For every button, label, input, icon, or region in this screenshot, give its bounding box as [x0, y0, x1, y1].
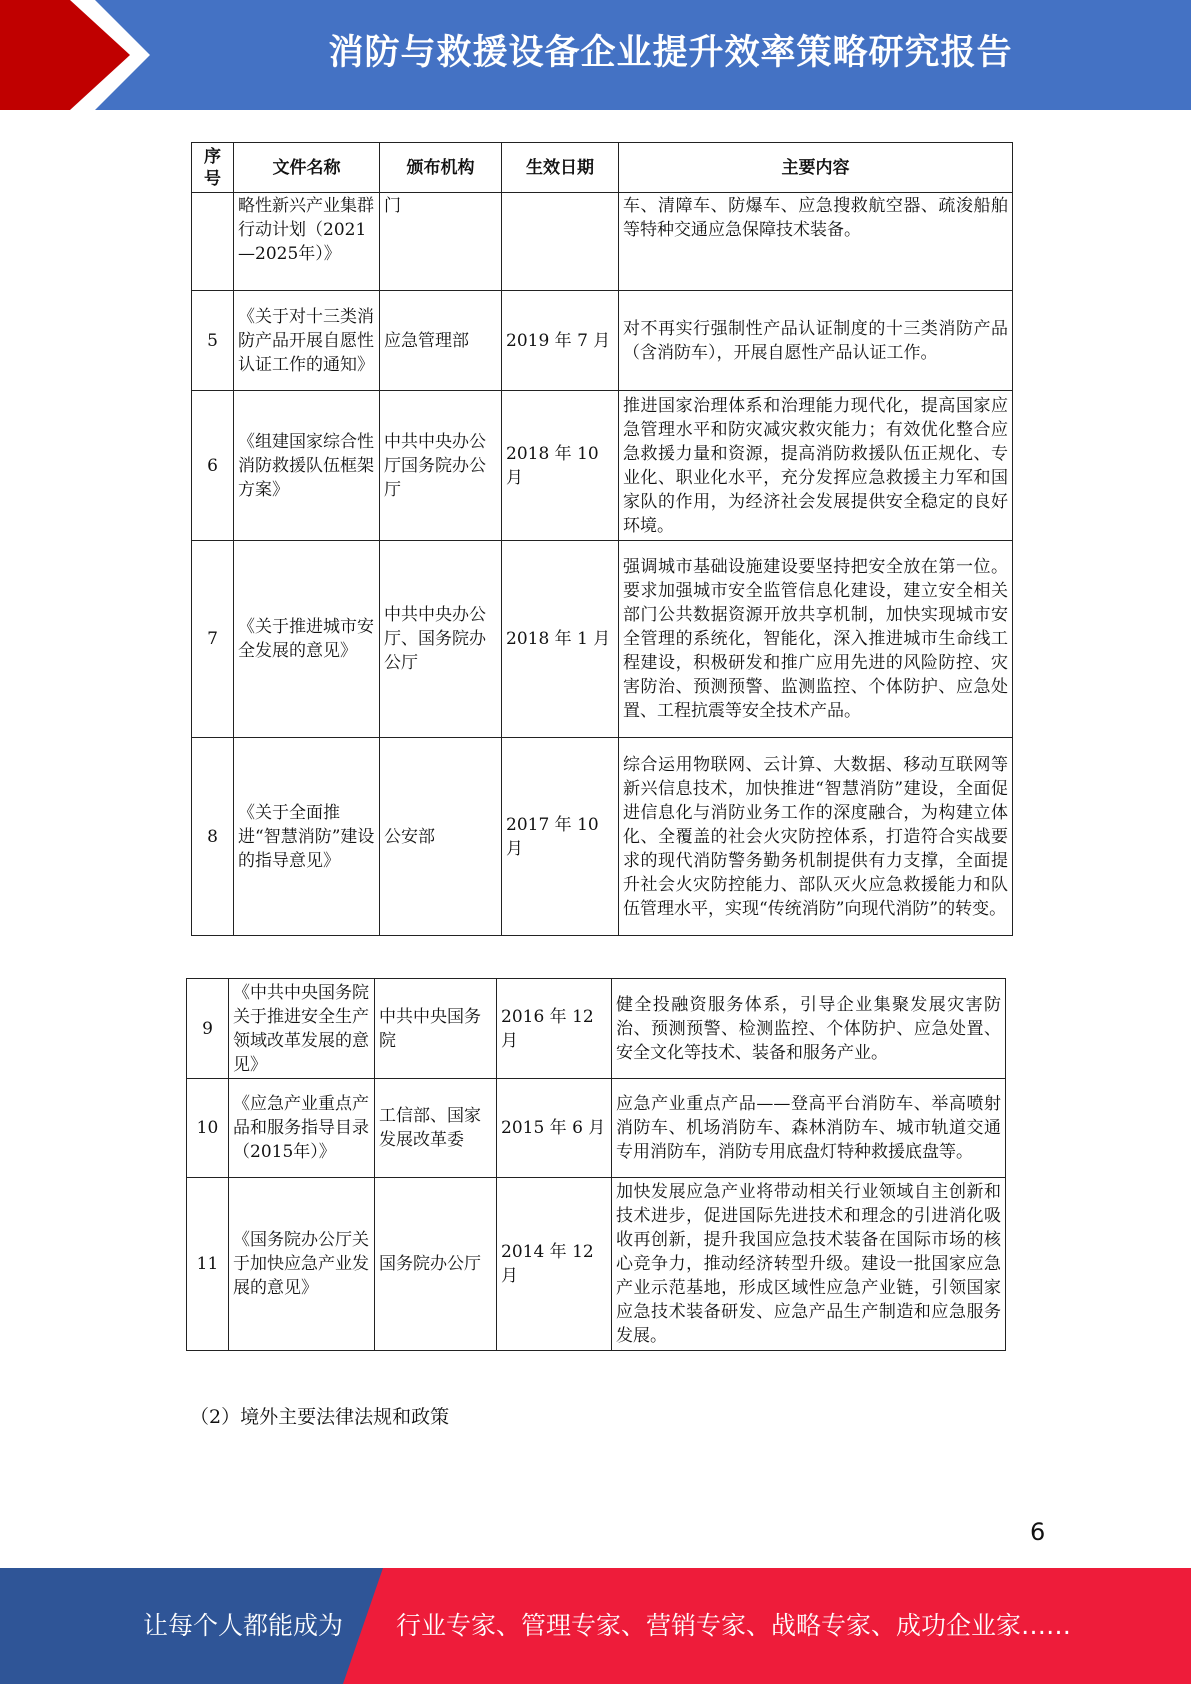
footer-slogan-left: 让每个人都能成为 — [143, 1611, 344, 1640]
section-heading: （2）境外主要法律法规和政策 — [190, 1406, 450, 1428]
row-no: 9 — [187, 979, 229, 1079]
header-org: 颁布机构 — [380, 143, 502, 193]
row-date: 2018 年 10 月 — [502, 391, 619, 541]
row-date — [502, 193, 619, 291]
row-content: 推进国家治理体系和治理能力现代化，提高国家应急管理水平和防灾减灾救灾能力；有效优化整合应急救援力量和资源，提高消防救援队伍正规化、专业化、职业化水平，充分发挥应急救援主力军和国家队的作用，为经济社会发展提供安全稳定的良好环境。 — [619, 391, 1013, 541]
page-number: 6 — [1030, 1518, 1046, 1546]
header-date: 生效日期 — [502, 143, 619, 193]
row-date: 2019 年 7 月 — [502, 291, 619, 391]
row-name: 《关于全面推进“智慧消防”建设的指导意见》 — [234, 738, 380, 936]
row-content: 加快发展应急产业将带动相关行业领域自主创新和技术进步，促进国际先进技术和理念的引进消化吸收再创新，提升我国应急技术装备在国际市场的核心竞争力，推动经济转型升级。建设一批国家应急产业示范基地，形成区域性应急产业链，引领国家应急技术装备研发、应急产品生产制造和应急服务发展。 — [612, 1178, 1006, 1351]
table-header-row — [192, 143, 1013, 193]
table-row — [192, 291, 1013, 391]
row-org: 国务院办公厅 — [375, 1178, 497, 1351]
row-content: 对不再实行强制性产品认证制度的十三类消防产品（含消防车），开展自愿性产品认证工作。 — [619, 291, 1013, 391]
row-no: 8 — [192, 738, 234, 936]
row-name: 《应急产业重点产品和服务指导目录（2015年）》 — [229, 1079, 375, 1178]
row-no: 10 — [187, 1079, 229, 1178]
row-content: 综合运用物联网、云计算、大数据、移动互联网等新兴信息技术，加快推进“智慧消防”建设，全面促进信息化与消防业务工作的深度融合，为构建立体化、全覆盖的社会火灾防控体系，打造符合实战要求的现代消防警务勤务机制提供有力支撑，全面提升社会火灾防控能力、部队灭火应急救援能力和队伍管理水平，实现“传统消防”向现代消防”的转变。 — [619, 738, 1013, 936]
header-content: 主要内容 — [619, 143, 1013, 193]
table-row — [192, 391, 1013, 541]
row-date: 2018 年 1 月 — [502, 541, 619, 738]
page-header — [0, 0, 1191, 110]
row-date: 2016 年 12 月 — [497, 979, 612, 1079]
page-footer — [0, 1568, 1191, 1684]
row-content: 应急产业重点产品——登高平台消防车、举高喷射消防车、机场消防车、森林消防车、城市轨道交通专用消防车，消防专用底盘灯特种救援底盘等。 — [612, 1079, 1006, 1178]
row-name: 略性新兴产业集群行动计划（2021—2025年）》 — [234, 193, 380, 291]
row-org: 工信部、国家发展改革委 — [375, 1079, 497, 1178]
report-title: 消防与救援设备企业提升效率策略研究报告 — [328, 33, 1013, 73]
row-name: 《关于对十三类消防产品开展自愿性认证工作的通知》 — [234, 291, 380, 391]
row-name: 《组建国家综合性消防救援队伍框架方案》 — [234, 391, 380, 541]
row-no — [192, 193, 234, 291]
row-org: 中共中央国务院 — [375, 979, 497, 1079]
table-row — [187, 1079, 1006, 1178]
row-content: 健全投融资服务体系，引导企业集聚发展灾害防治、预测预警、检测监控、个体防护、应急处置、安全文化等技术、装备和服务产业。 — [612, 979, 1006, 1079]
table-row — [192, 738, 1013, 936]
row-name: 《国务院办公厅关于加快应急产业发展的意见》 — [229, 1178, 375, 1351]
row-date: 2014 年 12 月 — [497, 1178, 612, 1351]
policy-table-part2 — [186, 978, 1006, 1351]
row-no: 11 — [187, 1178, 229, 1351]
row-date: 2017 年 10 月 — [502, 738, 619, 936]
policy-table-part1 — [191, 142, 1013, 936]
table-row — [187, 1178, 1006, 1351]
table-row — [192, 541, 1013, 738]
header-arrow-decoration — [0, 0, 180, 110]
row-no: 6 — [192, 391, 234, 541]
table-row — [192, 193, 1013, 291]
row-no: 5 — [192, 291, 234, 391]
row-content: 强调城市基础设施建设要坚持把安全放在第一位。要求加强城市安全监管信息化建设，建立安全相关部门公共数据资源开放共享机制，加快实现城市安全管理的系统化，智能化，深入推进城市生命线工程建设，积极研发和推广应用先进的风险防控、灾害防治、预测预警、监测监控、个体防护、应急处置、工程抗震等安全技术产品。 — [619, 541, 1013, 738]
row-name: 《关于推进城市安全发展的意见》 — [234, 541, 380, 738]
footer-slogan-right: 行业专家、管理专家、营销专家、战略专家、成功企业家…… — [396, 1611, 1072, 1640]
row-org: 中共中央办公厅、国务院办公厅 — [380, 541, 502, 738]
row-name: 《中共中央国务院关于推进安全生产领域改革发展的意见》 — [229, 979, 375, 1079]
row-org: 中共中央办公厅国务院办公厅 — [380, 391, 502, 541]
header-name: 文件名称 — [234, 143, 380, 193]
row-org: 应急管理部 — [380, 291, 502, 391]
row-no: 7 — [192, 541, 234, 738]
row-content: 车、清障车、防爆车、应急搜救航空器、疏浚船舶等特种交通应急保障技术装备。 — [619, 193, 1013, 291]
row-org: 公安部 — [380, 738, 502, 936]
row-org: 门 — [380, 193, 502, 291]
header-no: 序号 — [192, 143, 234, 193]
row-date: 2015 年 6 月 — [497, 1079, 612, 1178]
table-row — [187, 979, 1006, 1079]
